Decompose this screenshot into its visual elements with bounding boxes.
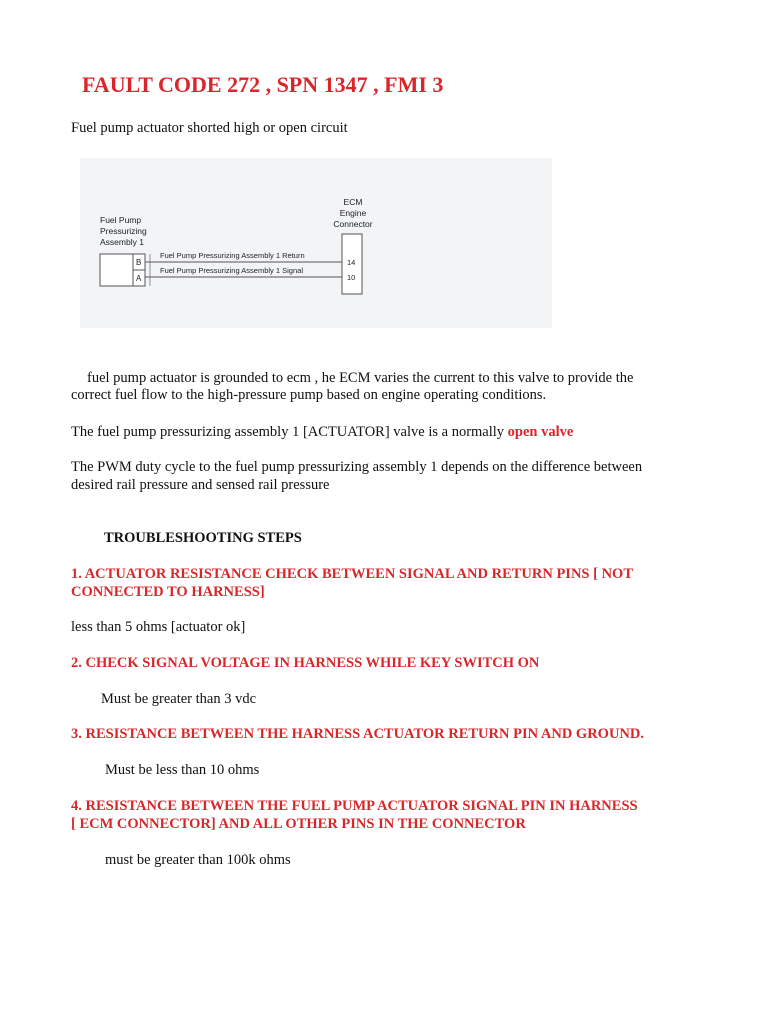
pin-14-label: 14 bbox=[347, 258, 356, 267]
step-1-heading-line1: 1. ACTUATOR RESISTANCE CHECK BETWEEN SIGNAL AND RETURN PINS [ NOT bbox=[71, 566, 633, 582]
diagram-left-label-1: Fuel Pump bbox=[100, 215, 142, 225]
para2-text: The fuel pump pressurizing assembly 1 [ACTUATOR] valve is a normally bbox=[71, 424, 508, 440]
diagram-right-label-2: Engine bbox=[339, 208, 367, 218]
fault-description: Fuel pump actuator shorted high or open circuit bbox=[71, 120, 348, 136]
wiring-diagram bbox=[80, 158, 552, 328]
step-2-result: Must be greater than 3 vdc bbox=[101, 691, 257, 707]
para1-line2: correct fuel flow to the high-pressure pump based on engine operating conditions. bbox=[71, 387, 547, 403]
page-title: FAULT CODE 272 , SPN 1347 , FMI 3 bbox=[82, 72, 444, 97]
step-3-result: Must be less than 10 ohms bbox=[105, 762, 260, 778]
step-2-heading: 2. CHECK SIGNAL VOLTAGE IN HARNESS WHILE KEY SWITCH ON bbox=[71, 655, 540, 671]
pin-10-label: 10 bbox=[347, 273, 356, 282]
step-4-result: must be greater than 100k ohms bbox=[105, 852, 291, 868]
para1-line1: fuel pump actuator is grounded to ecm , he ECM varies the current to this valve to provide the bbox=[87, 370, 634, 386]
para2 bbox=[71, 423, 573, 441]
diagram-left-label-3: Assembly 1 bbox=[100, 237, 144, 247]
step-4-heading-line1: 4. RESISTANCE BETWEEN THE FUEL PUMP ACTUATOR SIGNAL PIN IN HARNESS bbox=[71, 798, 638, 814]
step-1-heading-line2: CONNECTED TO HARNESS] bbox=[71, 584, 265, 600]
diagram-right-label-3: Connector bbox=[333, 219, 373, 229]
para3-line1: The PWM duty cycle to the fuel pump pressurizing assembly 1 depends on the difference between bbox=[71, 459, 643, 475]
diagram-right-label-1: ECM bbox=[343, 197, 363, 207]
step-3-heading: 3. RESISTANCE BETWEEN THE HARNESS ACTUATOR RETURN PIN AND GROUND. bbox=[71, 726, 644, 742]
wiring-diagram-svg bbox=[80, 158, 552, 328]
para3-line2: desired rail pressure and sensed rail pressure bbox=[71, 477, 330, 493]
para2-highlight: open valve bbox=[507, 424, 574, 440]
step-4-heading-line2: [ ECM CONNECTOR] AND ALL OTHER PINS IN THE CONNECTOR bbox=[71, 816, 526, 832]
return-wire-label: Fuel Pump Pressurizing Assembly 1 Return bbox=[160, 251, 305, 260]
troubleshooting-heading: TROUBLESHOOTING STEPS bbox=[104, 530, 302, 546]
diagram-left-label-2: Pressurizing bbox=[100, 226, 147, 236]
step-1-result: less than 5 ohms [actuator ok] bbox=[71, 619, 246, 635]
pin-b-label: B bbox=[136, 258, 142, 267]
signal-wire-label: Fuel Pump Pressurizing Assembly 1 Signal bbox=[160, 266, 303, 275]
pin-a-label: A bbox=[136, 274, 142, 283]
